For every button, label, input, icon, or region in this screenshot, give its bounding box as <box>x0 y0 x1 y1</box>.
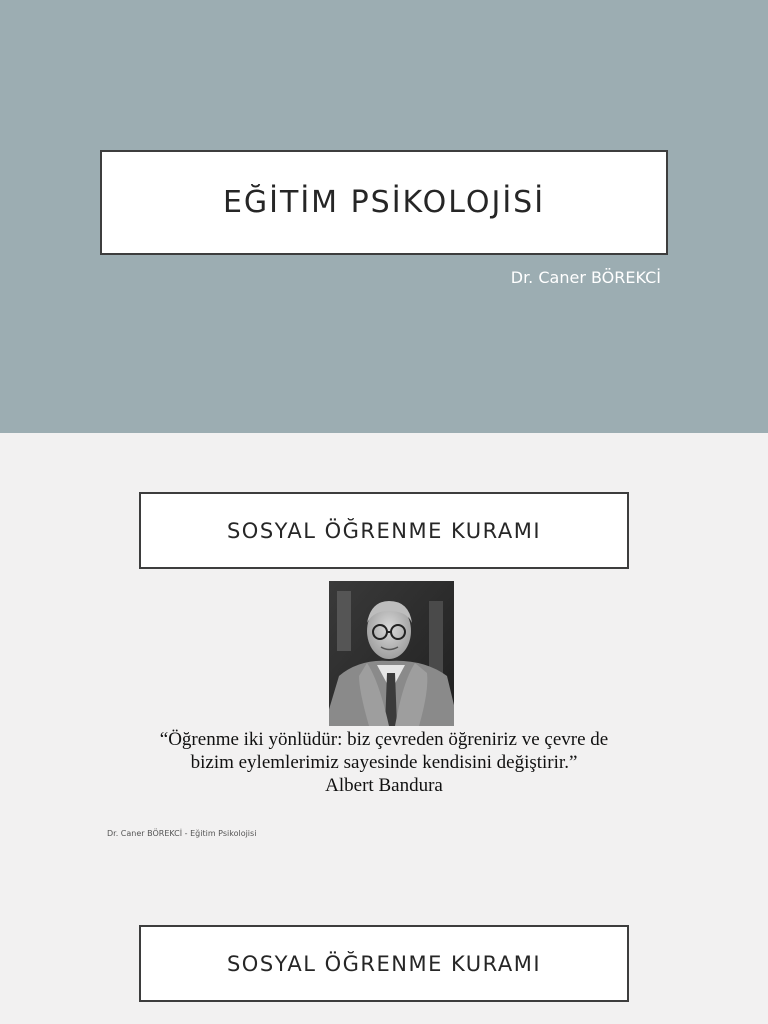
section-heading-box <box>139 492 629 569</box>
quote-author: Albert Bandura <box>325 775 443 796</box>
title-box <box>100 150 668 255</box>
quote-block <box>120 728 648 797</box>
slide-title: EĞİTİM PSİKOLOJİSİ <box>222 185 546 220</box>
slide-footer: Dr. Caner BÖREKCİ - Eğitim Psikolojisi <box>107 829 257 838</box>
quote-line-2: bizim eylemlerimiz sayesinde kendisini değiştirir.” <box>190 752 578 773</box>
author-subtitle: Dr. Caner BÖREKCİ <box>510 268 661 287</box>
quote-line-1: “Öğrenme iki yönlüdür: biz çevreden öğreniriz ve çevre de <box>159 729 609 750</box>
section-heading-2: SOSYAL ÖĞRENME KURAMI <box>226 951 542 976</box>
section-heading-box-2 <box>139 925 629 1002</box>
section-heading: SOSYAL ÖĞRENME KURAMI <box>226 518 542 543</box>
portrait-photo <box>329 581 454 726</box>
title-slide <box>0 0 768 433</box>
portrait-illustration <box>329 581 454 726</box>
